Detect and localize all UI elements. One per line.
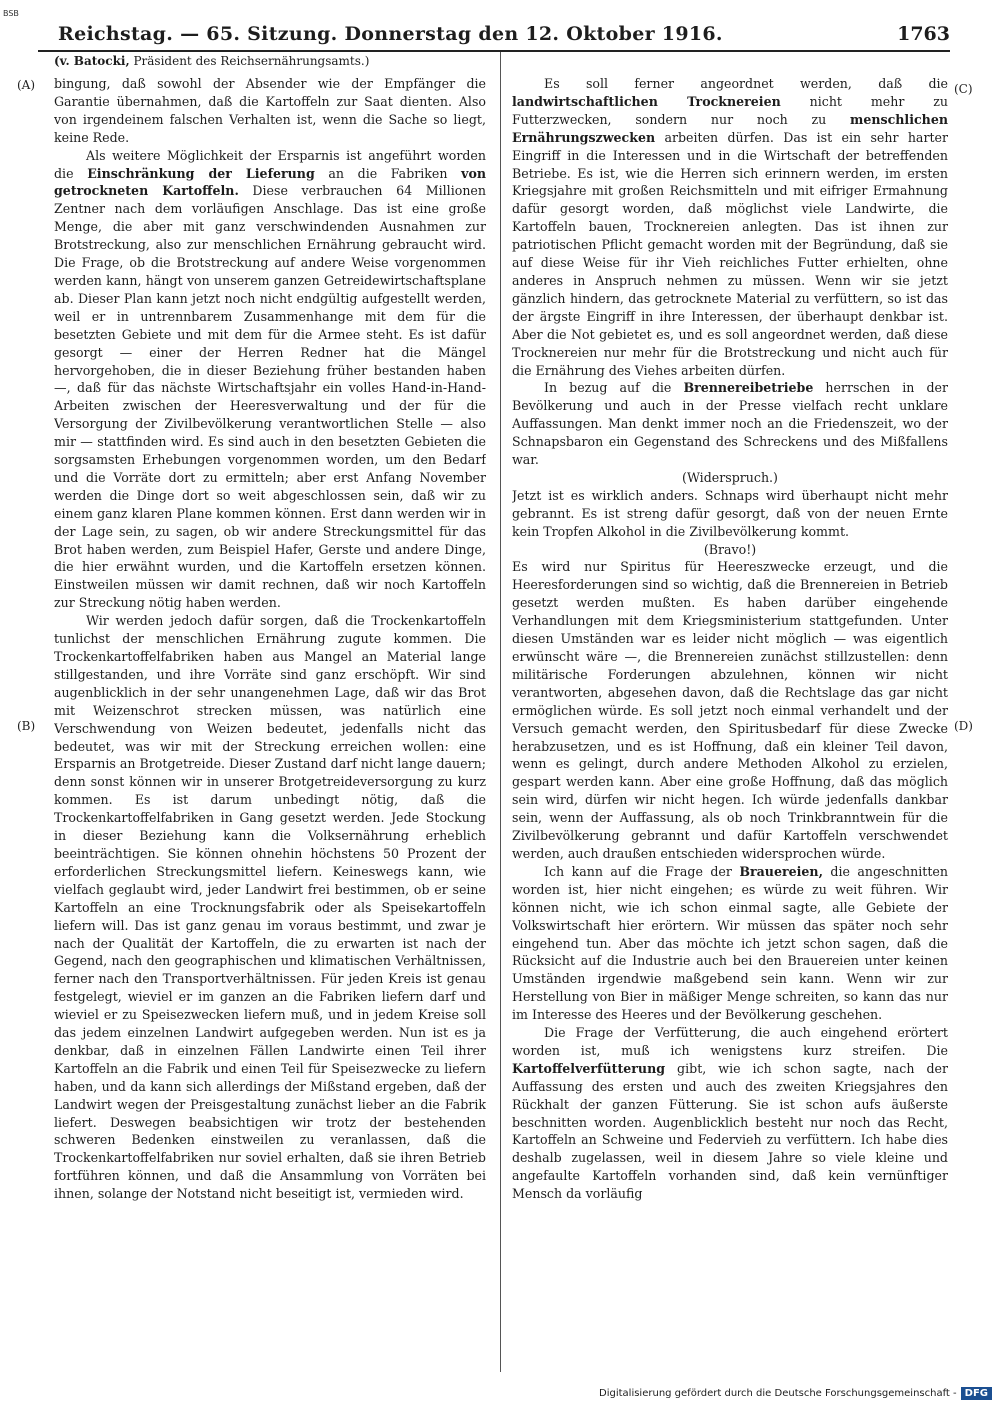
margin-mark-b: (B): [17, 719, 36, 733]
speaker-role: Präsident des Reichsernährungsamts.): [133, 54, 370, 68]
emphasis: menschlichen Ernährungszwecken: [512, 111, 948, 145]
emphasis: Brennereibetriebe: [683, 380, 814, 396]
emphasis: Einschränkung der Lieferung: [87, 165, 315, 181]
speaker-heading: [54, 54, 369, 68]
paragraph: Die Frage der Verfütterung, die auch eingehend erörtert worden ist, muß ich wenigstens kurz streifen. Die Kartoffelverfütterung gibt, wie ich schon sagte, nach der Auffassung des ersten und auch des zweiten Kriegsjahres den Rückhalt der ganzen Fütterung. Sie ist schon aufs äußerste beschnitten worden. Augenblicklich besteht nur noch das Recht, Kartoffeln an Schweine und Federvieh zu verfüttern. Ich habe dies deshalb zugelassen, weil in diesem Jahre so viele kleine und angefaulte Kartoffeln vorhanden sind, daß kein vernünftiger Mensch da vorläufig: [512, 1025, 948, 1202]
emphasis: Brauereien,: [739, 863, 823, 879]
paragraph: Ich kann auf die Frage der Brauereien, die angeschnitten worden ist, hier nicht eingehen; es würde zu weit führen. Wir können nicht, wie ich schon einmal sagte, alle Gebiete der Volkswirtschaft hier erörtern. Wir müssen das später noch sehr eingehend tun. Aber das möchte ich jetzt schon sagen, daß die Rücksicht auf die Industrie auch bei den Brauereien unter keinen Umständen irgendwie maßgebend sein kann. Wenn wir zur Herstellung von Bier in mäßiger Menge schreiten, so kann das nur im Interesse des Heeres und der Bevölkerung geschehen.: [512, 863, 948, 1023]
paragraph: Wir werden jedoch dafür sorgen, daß die Trockenkartoffeln tunlichst der menschlichen Ernährung zugute kommen. Die Trockenkartoffelfabriken haben aus Mangel an Material lange stillgestanden, und ihre Vorräte sind ganz erschöpft. Wir sind augenblicklich in der sehr unangenehmen Lage, daß wir das Brot mit Weizenschrot strecken müssen, was natürlich eine Verschwendung von Weizen bedeutet, jedenfalls nicht das bedeutet, was wir mit der Streckung erreichen wollen: eine Ersparnis an Brotgetreide. Dieser Zustand darf nicht lange dauern; denn sonst können wir in unserer Brotgetreideversorgung zu kurz kommen. Es ist darum unbedingt nötig, daß die Trockenkartoffelfabriken in Gang gesetzt werden. Jede Stockung in dieser Beziehung kann die Volksernährung erheblich beeinträchtigen. Sie können ohnehin höchstens 50 Prozent der erforderlichen Streckungsmittel liefern. Keineswegs kann, wie vielfach geglaubt wird, jeder Landwirt frei bestimmen, ob er seine Kartoffeln an eine Trocknungsfabrik oder als Speisekartoffeln liefern will. Das ist ganz genau im voraus bestimmt, und zwar je nach der Qualität der Kartoffeln, die zu erwarten ist nach der Gegend, nach den geographischen und klimatischen Verhältnissen, ferner nach den Transportverhältnissen. Für jeden Kreis ist genau festgelegt, wieviel er im ganzen an die Fabriken liefern darf und wieviel er zu Speisezwecken liefern muß, und in jedem Kreise soll das jedem einzelnen Landwirt aufgegeben werden. Nun ist es ja denkbar, daß in einzelnen Fällen Landwirte einen Teil ihrer Kartoffeln an die Fabrik und einen Teil für Speisezwecke zu liefern haben, und da kann sich allerdings der Mißstand ergeben, daß der Landwirt wegen der Preisgestaltung zunächst lieber an die Fabrik liefert. Deswegen beabsichtigen wir trotz der bestehenden schweren Bedenken einstweilen zu veranlassen, daß die Trockenkartoffelfabriken nur soviel erhalten, daß sie ihren Betrieb fortführen können, und daß die Ansammlung von Vorräten bei ihnen, solange der Notstand nicht beseitigt ist, vermieden wird.: [54, 613, 486, 1202]
margin-mark-d: (D): [954, 719, 973, 733]
running-header: [38, 23, 950, 51]
margin-mark-a: (A): [17, 78, 36, 92]
page-number: 1763: [897, 23, 950, 45]
speaker-name: (v. Batocki,: [54, 54, 130, 68]
library-stamp: BSB: [3, 9, 19, 18]
right-column: [512, 75, 948, 1375]
interjection: (Widerspruch.): [682, 469, 778, 485]
header-rule: [38, 50, 950, 52]
paragraph: Es soll ferner angeordnet werden, daß die landwirtschaftlichen Trocknereien nicht mehr zu Futterzwecken, sondern nur noch zu menschlichen Ernährungszwecken arbeiten dürfen. Das ist ein sehr harter Eingriff in die Interessen und in die Wirtschaft der betreffenden Betriebe. Es ist, wie die Herren sich erinnern werden, im ersten Kriegsjahre mit großen Reichsmitteln und mit eifriger Ermahnung dafür gesorgt worden, daß möglichst viele Landwirte, die Kartoffeln bauen, Trocknereien anlegten. Das ist ihnen zur patriotischen Pflicht gemacht worden mit der Begründung, daß sie auf diese Weise für ihr Vieh reichliches Futter erhielten, ohne anderes in Anspruch nehmen zu müssen. Wenn wir sie jetzt gänzlich hindern, das getrocknete Material zu verfüttern, so ist das der ärgste Eingriff in ihre Interessen, der überhaupt denkbar ist. Aber die Not gebietet es, und es soll angeordnet werden, daß diese Trocknereien nur mehr für die Brotstreckung und nicht auch für die Ernährung des Viehes arbeiten dürfen.: [512, 76, 948, 378]
column-divider: [500, 52, 501, 1372]
paragraph: bingung, daß sowohl der Absender wie der Empfänger die Garantie übernahmen, daß die Kartoffeln zur Saat dienten. Also von irgendeinem falschen Verhalten ist, wenn die Sache so liegt, keine Rede.: [54, 76, 486, 145]
header-title: Reichstag. — 65. Sitzung. Donnerstag den 12. Oktober 1916.: [58, 23, 723, 45]
emphasis: landwirtschaftlichen Trocknereien: [512, 93, 781, 109]
paragraph: Es wird nur Spiritus für Heereszwecke erzeugt, und die Heeresforderungen sind so wichtig, daß die Brennereien in Betrieb gesetzt werden mußten. Es haben darüber eingehende Verhandlungen mit dem Kriegsministerium stattgefunden. Unter diesen Umständen war es leider nicht möglich — was eigentlich erwünscht wäre —, die Brennereien zunächst stillzustellen: denn militärische Forderungen abzulehnen, können wir nicht verantworten, abgesehen davon, daß die Rechtslage das gar nicht ermöglichen würde. Es soll jetzt noch einmal verhandelt und der Versuch gemacht werden, den Spiritusbedarf für diese Zwecke herabzusetzen, und es ist Hoffnung, daß ein kleiner Teil davon, wenn es gelingt, durch andere Methoden Alkohol zu erzielen, gespart werden kann. Aber eine große Hoffnung, daß das möglich sein wird, dürfen wir nicht hegen. Ich würde jedenfalls dankbar sein, wenn der Auffassung, als ob noch Trinkbranntwein für die Zivilbevölkerung gebrannt und dafür Kartoffeln verschwendet werden, auch draußen entschieden widersprochen würde.: [512, 559, 948, 861]
footer-text: Digitalisierung gefördert durch die Deutsche Forschungsgemeinschaft -: [599, 1388, 957, 1399]
margin-mark-c: (C): [954, 82, 973, 96]
paragraph: Jetzt ist es wirklich anders. Schnaps wird überhaupt nicht mehr gebrannt. Es ist streng dafür gesorgt, daß von der neuen Ernte kein Tropfen Alkohol in die Zivilbevölkerung kommt.: [512, 487, 948, 539]
paragraph: Als weitere Möglichkeit der Ersparnis ist angeführt worden die Einschränkung der Lieferung an die Fabriken von getrockneten Kartoffeln. Diese verbrauchen 64 Millionen Zentner nach dem vorläufigen Anschlage. Das ist eine große Menge, die aber mit ganz verschwindenden Ausnahmen zur Brotstreckung, also zur menschlichen Ernährung gebraucht wird. Die Frage, ob die Brotstreckung auf andere Weise vorgenommen werden kann, hängt von unserem ganzen Getreidewirtschaftsplane ab. Dieser Plan kann jetzt noch nicht endgültig aufgestellt werden, weil er in untrennbarem Zusammenhange mit dem für die besetzten Gebiete und mit dem für die Armee steht. Es ist dafür gesorgt — einer der Herren Redner hat die Mängel hervorgehoben, die in dieser Beziehung früher bestanden haben —, daß für das nächste Wirtschaftsjahr ein volles Hand-in-Hand-Arbeiten zwischen der Heeresverwaltung und der für die Versorgung der Zivilbevölkerung verantwortlichen Stelle — also mir — stattfinden wird. Es sind auch in den besetzten Gebieten die sorgsamsten Erhebungen vorgenommen worden, um den Bedarf und die Vorräte dort zu ermitteln; aber erst Anfang November werden die Dinge dort so weit abgeschlossen sein, daß wir zu einem ganz klaren Plane kommen können. Erst dann werden wir in der Lage sein, zu sagen, ob wir andere Streckungsmittel für das Brot haben werden, zum Beispiel Hafer, Gerste und andere Dinge, die hier erwähnt wurden, und die Kartoffeln ersetzen können. Einstweilen müssen wir damit rechnen, daß wir noch Kartoffeln zur Streckung nötig haben werden.: [54, 147, 486, 611]
dfg-logo: DFG: [961, 1387, 992, 1400]
paragraph: In bezug auf die Brennereibetriebe herrschen in der Bevölkerung und auch in der Presse vielfach recht unklare Auffassungen. Man denkt immer noch an die Friedenszeit, wo der Schnapsbaron ein Gegenstand des Schreckens und des Mißfallens war.: [512, 380, 948, 468]
emphasis: von getrockneten Kartoffeln.: [54, 165, 486, 199]
funding-footer: [599, 1387, 992, 1400]
left-column: [54, 75, 486, 1375]
interjection: (Bravo!): [703, 541, 757, 557]
emphasis: Kartoffelverfütterung: [512, 1060, 666, 1076]
